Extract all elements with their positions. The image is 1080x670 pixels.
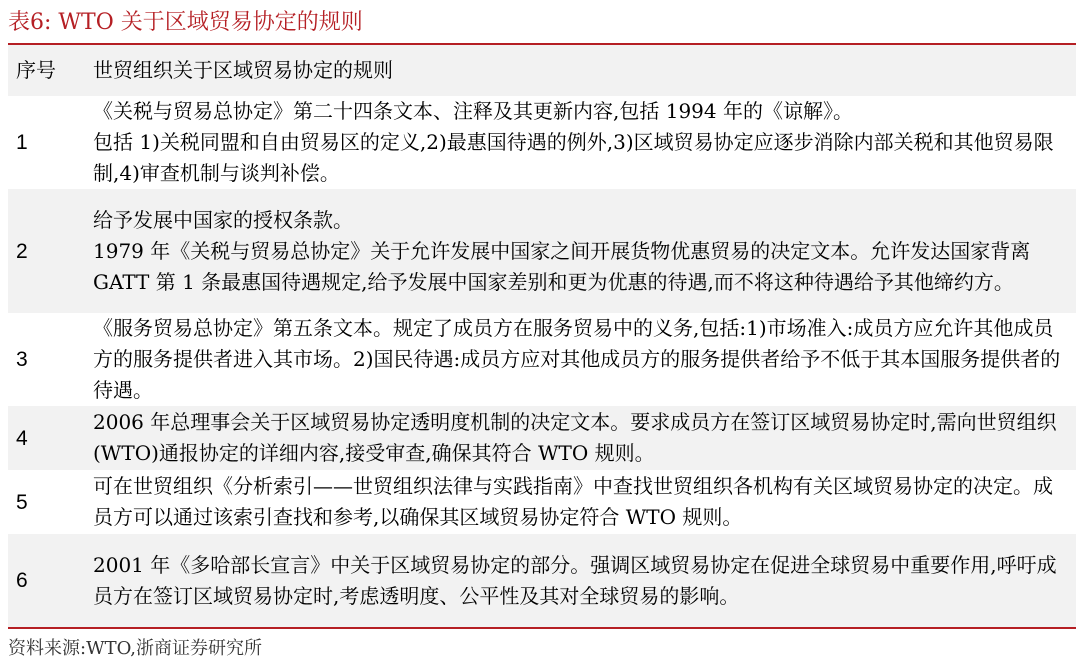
source-note: 资料来源:WTO,浙商证券研究所 (8, 638, 262, 659)
row-text (93, 96, 1076, 189)
header-text: 世贸组织关于区域贸易协定的规则 (93, 58, 393, 82)
row-line: 1979 年《关税与贸易总协定》关于允许发展中国家之间开展货物优惠贸易的决定文本。允许发达国家背离 GATT 第 1 条最惠国待遇规定,给予发展中国家差别和更为优惠的待遇,而不将这种待遇给予其他缔约方。 (93, 238, 1031, 294)
bottom-rule (8, 627, 1076, 629)
row-number: 2 (16, 239, 28, 263)
row-number: 1 (16, 131, 28, 154)
row-number: 3 (16, 348, 28, 371)
row-text (93, 471, 1076, 533)
table-row (8, 189, 1076, 313)
table-row (8, 406, 1076, 470)
row-text (93, 407, 1076, 469)
table-row (8, 96, 1076, 189)
table-row (8, 534, 1076, 627)
rules-table (8, 45, 1076, 627)
header-num: 序号 (16, 58, 56, 82)
row-line: 给予发展中国家的授权条款。 (93, 207, 353, 232)
row-number: 4 (16, 426, 28, 450)
row-line: 可在世贸组织《分析索引——世贸组织法律与实践指南》中查找世贸组织各机构有关区域贸易协定的决定。成员方可以通过该索引查找和参考,以确保其区域贸易协定符合 WTO 规则。 (93, 474, 1053, 529)
table-header-row (8, 45, 1076, 96)
table-row (8, 470, 1076, 534)
row-line: 包括 1)关税同盟和自由贸易区的定义,2)最惠国待遇的例外,3)区域贸易协定应逐步消除内部关税和其他贸易限制,4)审查机制与谈判补偿。 (93, 130, 1054, 185)
table-title: 表6: WTO 关于区域贸易协定的规则 (8, 10, 363, 35)
row-number: 6 (16, 569, 28, 592)
row-text (93, 550, 1076, 612)
row-text (93, 313, 1076, 406)
row-text (93, 205, 1076, 298)
row-line: 2001 年《多哈部长宣言》中关于区域贸易协定的部分。强调区域贸易协定在促进全球贸易中重要作用,呼吁成员方在签订区域贸易协定时,考虑透明度、公平性及其对全球贸易的影响。 (93, 552, 1057, 608)
row-number: 5 (16, 490, 28, 514)
table-row (8, 313, 1076, 406)
row-line: 《关税与贸易总协定》第二十四条文本、注释及其更新内容,包括 1994 年的《谅解》。 (93, 99, 853, 123)
row-line: 2006 年总理事会关于区域贸易协定透明度机制的决定文本。要求成员方在签订区域贸易协定时,需向世贸组织(WTO)通报协定的详细内容,接受审查,确保其符合 WTO 规则。 (93, 410, 1057, 465)
row-line: 《服务贸易总协定》第五条文本。规定了成员方在服务贸易中的义务,包括:1)市场准入:成员方应允许其他成员方的服务提供者进入其市场。2)国民待遇:成员方应对其他成员方的服务提供者给予不低于其本国服务提供者的待遇。 (93, 316, 1061, 402)
